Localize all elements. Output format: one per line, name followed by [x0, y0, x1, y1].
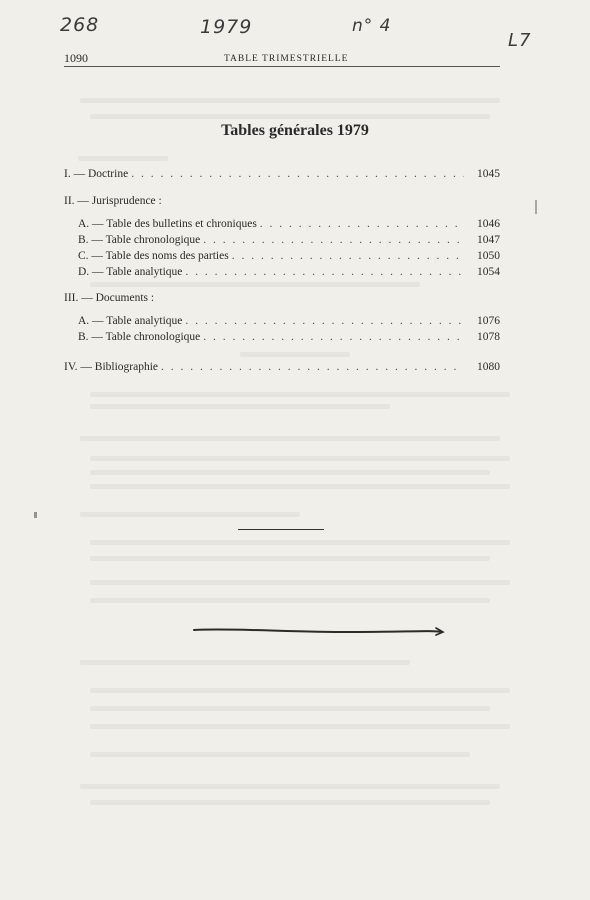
toc-entry-page: 1045 — [477, 168, 500, 180]
handwritten-note-left: 268 — [60, 14, 100, 36]
handwritten-note-right: L7 — [508, 30, 532, 51]
toc-entry: C. — Table des noms des parties . . . 1050 — [64, 250, 500, 266]
handwritten-note-number: n° 4 — [352, 16, 392, 36]
toc-entry-doctrine — [64, 168, 500, 184]
pen-stroke-mark — [190, 620, 450, 644]
toc-section-jurisprudence: II. — Jurisprudence : — [64, 195, 162, 207]
margin-mark — [34, 512, 37, 518]
header-rule — [64, 66, 500, 67]
toc-entry-label: I. — Doctrine — [64, 168, 129, 180]
margin-mark — [535, 200, 537, 214]
toc-entry: B. — Table chronologique . . . 1078 — [64, 331, 500, 347]
toc-entry: B. — Table chronologique . . . 1047 — [64, 234, 500, 250]
toc-entry-bibliographie: IV. — Bibliographie . . . 1080 — [64, 361, 500, 377]
page-title: Tables générales 1979 — [221, 122, 369, 139]
handwritten-note-year: 1979 — [200, 16, 253, 38]
toc-entry: A. — Table analytique . . . 1076 — [64, 315, 500, 331]
toc-entry: A. — Table des bulletins et chroniques . . . 1046 — [64, 218, 500, 234]
running-head: TABLE TRIMESTRIELLE — [224, 54, 349, 64]
page-number: 1090 — [64, 51, 88, 65]
toc-entry: D. — Table analytique . . . 1054 — [64, 266, 500, 282]
closing-rule — [238, 529, 324, 530]
toc-section-documents: III. — Documents : — [64, 292, 155, 304]
